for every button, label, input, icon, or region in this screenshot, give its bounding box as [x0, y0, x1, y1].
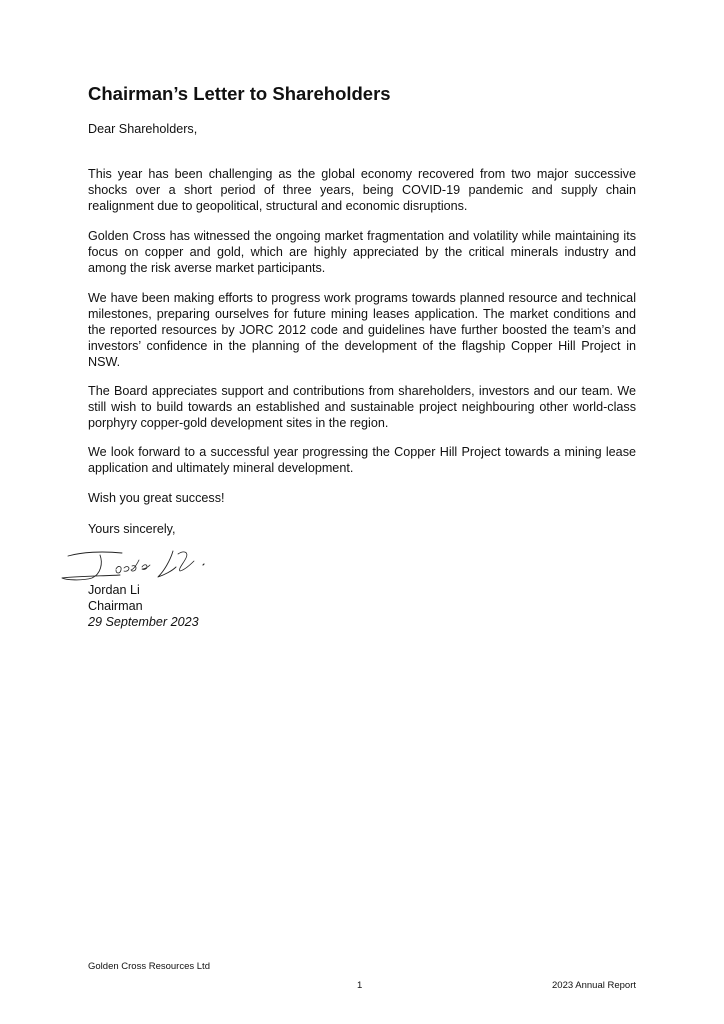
paragraph-5: We look forward to a successful year progressing the Copper Hill Project towards a mining lease application and ultimately mineral development. [88, 445, 636, 475]
paragraph-2: Golden Cross has witnessed the ongoing market fragmentation and volatility while maintaining its focus on copper and gold, which are highly appreciated by the critical minerals industry and among the risk averse market participants. [88, 229, 636, 275]
paragraph-4: The Board appreciates support and contributions from shareholders, investors and our team. We still wish to build towards an established and sustainable project neighbouring other world-class porphyry copper-gold development sites in the region. [88, 384, 636, 430]
signatory-name: Jordan Li [88, 583, 140, 597]
closing-line: Yours sincerely, [88, 522, 176, 536]
paragraph-1: This year has been challenging as the global economy recovered from two major successive shocks over a short period of three years, being COVID-19 pandemic and supply chain realignment due to geopolitical, structural and economic disruptions. [88, 167, 636, 213]
letter-date: 29 September 2023 [88, 615, 199, 629]
footer-report-title: 2023 Annual Report [552, 980, 636, 991]
footer-company: Golden Cross Resources Ltd [88, 961, 210, 972]
salutation: Dear Shareholders, [88, 122, 198, 136]
paragraph-3: We have been making efforts to progress work programs towards planned resource and technical milestones, preparing ourselves for future mining leases application. The market conditions and the reported resources by JORC 2012 code and guidelines have further boosted the team’s and investors’ confidence in the planning of the development of the flagship Copper Hill Project in NSW. [88, 291, 636, 369]
handwritten-signature [60, 545, 225, 585]
footer-page-number: 1 [357, 980, 363, 991]
wish-line: Wish you great success! [88, 491, 225, 505]
signatory-title: Chairman [88, 599, 143, 613]
page-title: Chairman’s Letter to Shareholders [88, 83, 391, 104]
